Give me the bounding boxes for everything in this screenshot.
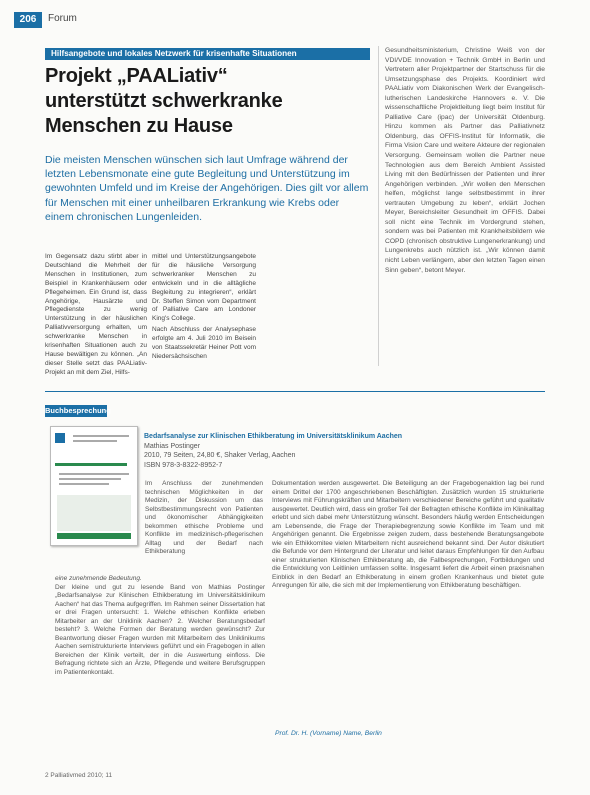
section-divider [45,391,545,392]
review-column-a [145,480,263,580]
page-number: 206 [14,12,42,28]
book-isbn: ISBN 978-3-8322-8952-7 [144,461,223,469]
article-column-1 [45,253,147,376]
section-label: Forum [48,13,77,24]
review-caption-line: eine zunehmende Bedeutung. [55,575,142,582]
review-signature: Prof. Dr. H. (Vorname) Name, Berlin [275,730,382,737]
review-text-a: Im Anschluss der zunehmenden technischen Möglichkeiten in der Medizin, der Diskussion um das Selbstbestimmungsrecht von Patienten und ökonomischer Abhängigkeiten bekommen ethische Probleme und Konflikte im medizinisch-pflegerischen Alltag und der Bedarf nach Ethikberatung [145,480,263,555]
article-column-2 [152,253,256,371]
title-line-2: unterstützt schwerkranke [45,90,283,112]
review-kicker: Buchbesprechung [45,406,111,415]
article-lede: Die meisten Menschen wünschen sich laut Umfrage während der letzten Lebensmonate eine gute Begleitung und Unterstützung im gewohnten Umfeld und im Kreise der Angehörigen. Dies gilt vor allem für Menschen mit einer unheilbaren Erkrankung wie Krebs oder einem chronischen Lungenleiden. [45,154,369,223]
review-book-info [144,432,504,470]
page-footer: 2 Palliativmed 2010; 11 [45,772,113,779]
book-cover-image [50,426,138,546]
review-column-b [55,575,265,731]
title-line-1: Projekt „PAALiativ“ [45,65,228,87]
column-1-text: Im Gegensatz dazu stirbt aber in Deutschland die Mehrheit der Menschen in Institutionen, zum Beispiel in Krankenhäusern oder Pflegeheimen. Ein Grund ist, dass Angehörige, Hausärzte und Pflegedienste zu wenig Unterstützung in der häuslichen Palliativversorgung erhalten, um schwerkranke Menschen in krisenhaften Situationen auch zu Hause bewältigen zu können. „An dieser Stelle setzt das PAALiativ-Projekt an mit dem Ziel, Hilfs- [45,253,147,376]
column-divider [378,46,379,366]
book-title: Bedarfsanalyse zur Klinischen Ethikberatung im Universitätsklinikum Aachen [144,433,403,440]
publisher-logo-icon [55,433,65,443]
review-text-b: Der kleine und gut zu lesende Band von Mathias Postinger „Bedarfsanalyse zur Klinischen Ethikberatung im Universitätsklinikum Aachen“ hat das Thema aufgegriffen. Im Rahmen seiner Dissertation hat er drei Fragen untersucht: 1. Welche ethischen Konflikte erleben Mitarbeiter an der Uniklinik Aachen? 2. Welcher Beratungsbedarf besteht? 3. Welche Formen der Beratung werden gewünscht? Zur Beantwortung dieser Fragen wurden mit Mitarbeitern des Uniklinikums Aachen semistrukturierte Interviews geführt und ein Fragebogen in allen Bereichen der Klinik verteilt, der in die Auswertung einfloss. Die Befragung richtete sich an Ärzte, Pflegende und weitere Berufsgruppen im Patientenkontakt. [55,583,265,676]
title-line-3: Menschen zu Hause [45,115,233,137]
book-meta: 2010, 79 Seiten, 24,80 €, Shaker Verlag, Aachen [144,452,296,460]
article-kicker: Hilfsangebote und lokales Netzwerk für krisenhafte Situationen [45,48,370,60]
review-column-c [272,480,544,725]
article-column-right [385,46,545,364]
book-author: Mathias Postinger [144,442,201,450]
column-2-text-b: Nach Abschluss der Analysephase erfolgte am 4. Juli 2010 im Beisein von Staatssekretär Heiner Pott vom Niedersächsischen [152,326,256,360]
article-title [45,64,375,139]
right-column-text: Gesundheitsministerium, Christine Weiß von der VDI/VDE Innovation + Technik GmbH in Berlin und Vertretern aller Projektpartner der Startschuss für die Umsetzungsphase des Projekts. Koordiniert wird PAALiativ vom Diakonischen Werk der Evangelisch-lutherischen Landeskirche Hannovers e. V. Die wissenschaftliche Projektleitung liegt beim Institut für Palliative Care (ipac) der Universität Oldenburg. Hinzu kommen als Partner das Palliativnetz Oldenburg, das OFFIS-Institut für Informatik, die Firma Vision Care und weitere Akteure der regionalen Versorgung. Gemeinsam wollen die Partner neue Technologien aus dem Bereich Ambient Assisted Living mit den Bedürfnissen der Patienten und ihrer Angehörigen verbinden. „Wir wollen den Menschen helfen, möglichst lange selbstbestimmt in ihrer vertrauten Umgebung zu leben“, erklärt Jochen Meyer, Bereichsleiter Gesundheit im OFFIS. Dabei soll nicht eine Technik im Vordergrund stehen, sondern was bei Patienten mit Krankheitsbildern wie COPD (chronisch obstruktive Lungenerkrankung) und Lungenkrebs auch nützlich ist. „Wir können damit nicht Leben verlängern, aber den letzten Tagen einen Sinn geben“, betont Meyer. [385,47,545,274]
review-text-c: Dokumentation werden ausgewertet. Die Beteiligung an der Fragebogenaktion lag bei rund einem Drittel der 1700 angeschriebenen Beschäftigten. Zusätzlich wurden 15 strukturierte Interviews mit Führungskräften und Mitarbeitern verschiedener Bereiche geführt und qualitativ ausgewertet. Deutlich wird, dass ein großer Teil der Befragten ethische Konflikte im Klinikalltag erlebt und sich dabei mehr Unterstützung wünscht. Besonders häufig werden Entscheidungen am Lebensende, die Frage der Therapiebegrenzung sowie Konflikte im Team und mit Angehörigen genannt. Die Ergebnisse zeigen zudem, dass bestehende Beratungsangebote wie ein Ethikkomitee vielen Mitarbeitern nicht ausreichend bekannt sind. Der Autor diskutiert die Befunde vor dem Hintergrund der Literatur und leitet daraus Empfehlungen für den Aufbau einer strukturierten Klinischen Ethikberatung ab, die Fallbesprechungen, Fortbildungen und die Entwicklung von Leitlinien umfassen sollte. Insgesamt liefert die Arbeit einen praxisnahen Einblick in den Bedarf an Ethikberatung in einem großen Krankenhaus und bietet gute Anregungen für alle, die sich mit der Implementierung von Ethikberatung beschäftigen. [272,480,544,589]
column-2-text: mittel und Unterstützungsangebote für die häusliche Versorgung schwerkranker Menschen zu entwickeln und in die alltägliche Begleitung zu integrieren“, erklärt Dr. Steffen Simon vom Department of Palliative Care am Londoner King's College. [152,253,256,323]
